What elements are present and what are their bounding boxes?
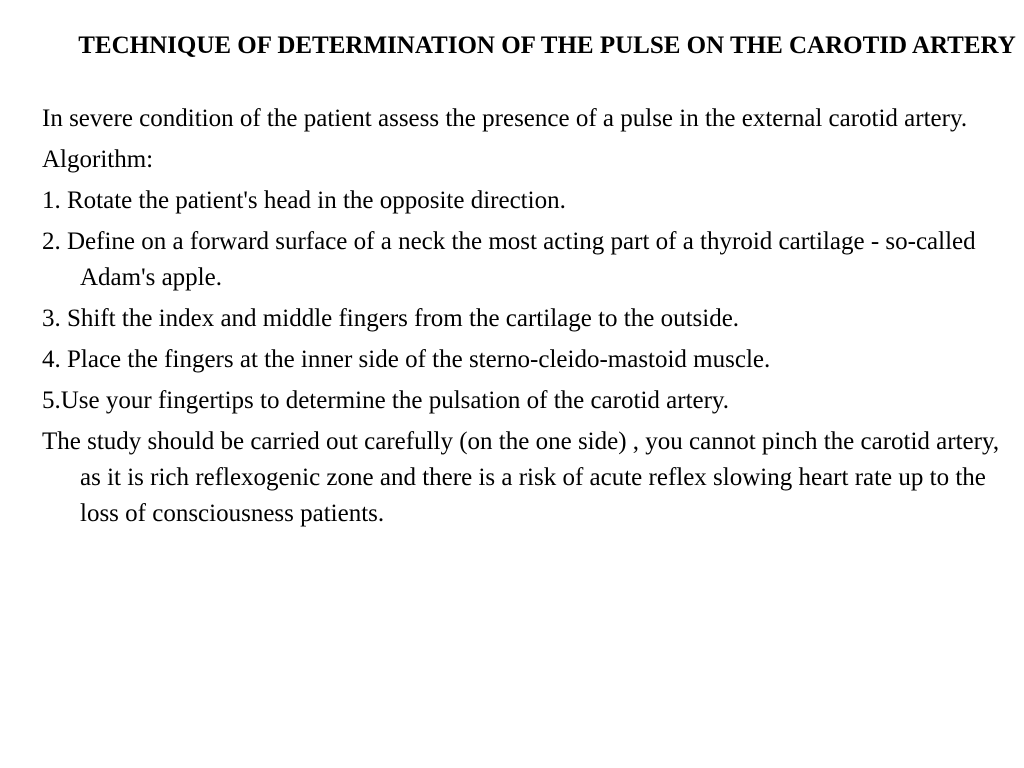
step-1: 1. Rotate the patient's head in the opposite direction. <box>42 187 566 214</box>
slide-title: TECHNIQUE OF DETERMINATION OF THE PULSE ON THE CAROTID ARTERY <box>78 32 1016 59</box>
warning-paragraph: The study should be carried out carefully (on the one side) , you cannot pinch the carotid artery, as it is rich reflexogenic zone and there is a risk of acute reflex slowing heart rate up to the loss of consciousness patients. <box>42 428 1000 527</box>
slide-body <box>42 101 1002 537</box>
step-3: 3. Shift the index and middle fingers from the cartilage to the outside. <box>42 305 740 332</box>
algorithm-heading: Algorithm: <box>42 146 154 173</box>
step-5: 5.Use your fingertips to determine the pulsation of the carotid artery. <box>42 387 730 414</box>
step-4: 4. Place the fingers at the inner side of the sterno-cleido-mastoid muscle. <box>42 346 771 373</box>
intro-paragraph: In severe condition of the patient assess the presence of a pulse in the external carotid artery. <box>42 105 968 132</box>
step-2: 2. Define on a forward surface of a neck the most acting part of a thyroid cartilage - so-called Adam's apple. <box>42 228 976 291</box>
